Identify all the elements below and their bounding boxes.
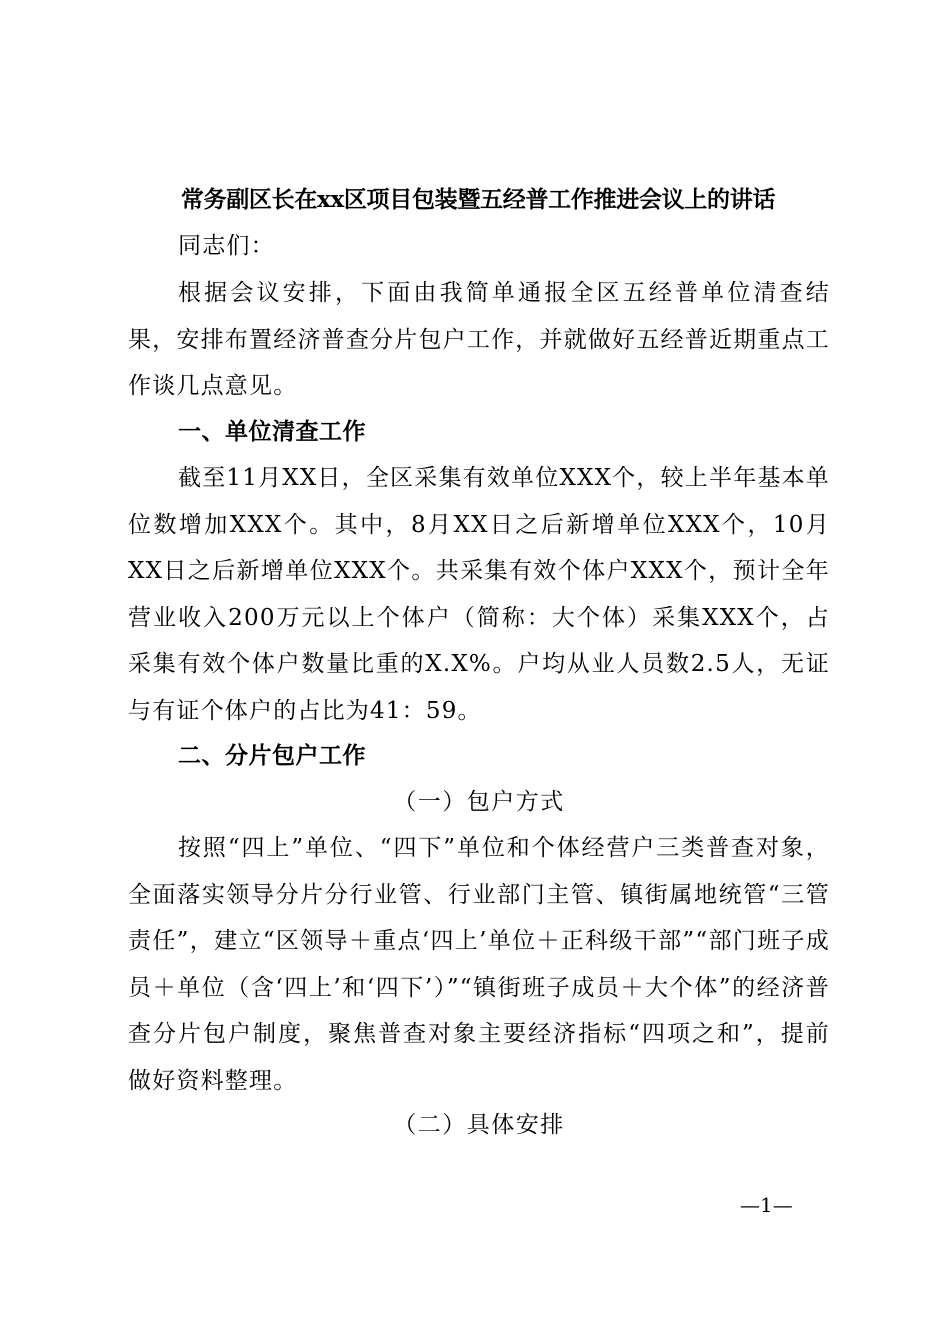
subsection-1-paragraph: 按照“四上”单位、“四下”单位和个体经营户三类普查对象，全面落实领导分片分行业管、行业部门主管、镇街属地统管“三管责任”，建立“区领导＋重点‘四上’单位＋正科级干部”“部门班子成员＋单位（含‘四上’和‘四下’）”“镇街班子成员＋大个体”的经济普查分片包户制度，聚焦普查对象主要经济指标“四项之和”，提前做好资料整理。 [128,835,830,1094]
intro-paragraph: 根据会议安排，下面由我简单通报全区五经普单位清查结果，安排布置经济普查分片包户工作，并就做好五经普近期重点工作谈几点意见。 [128,280,830,399]
section-1-paragraph: 截至11月XX日，全区采集有效单位XXX个，较上半年基本单位数增加XXX个。其中，8月XX日之后新增单位XXX个，10月XX日之后新增单位XXX个。共采集有效个体户XXX个，预计全年营业收入200万元以上个体户（简称：大个体）采集XXX个，占采集有效个体户数量比重的X.X%。户均从业人员数2.5人，无证与有证个体户的占比为41：59。 [128,465,830,724]
section-2-heading: 二、分片包户工作 [178,742,366,769]
subsection-2-heading: （二）具体安排 [393,1112,565,1138]
section-1-heading: 一、单位清查工作 [178,418,366,445]
salutation: 同志们： [178,233,275,259]
subsection-1-heading: （一）包户方式 [393,789,565,815]
page-number: —1— [740,1193,793,1217]
document-title: 常务副区长在xx区项目包装暨五经普工作推进会议上的讲话 [180,186,776,213]
